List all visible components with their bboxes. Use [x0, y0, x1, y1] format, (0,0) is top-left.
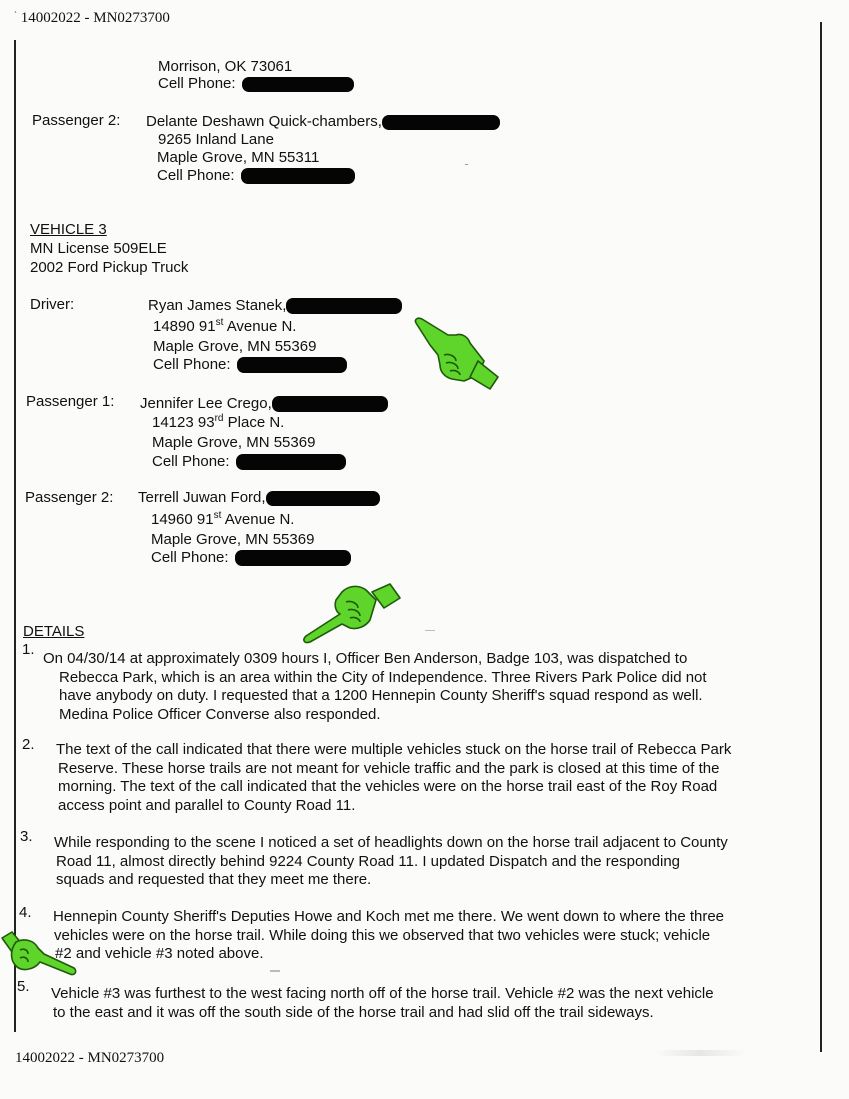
- scan-speck: [425, 630, 435, 631]
- pointing-hand-icon: [412, 315, 502, 390]
- detail-1-number: 1.: [22, 641, 35, 658]
- passenger2-city: Maple Grove, MN 55369: [151, 531, 315, 548]
- redaction: [235, 550, 351, 566]
- detail-3-text: While responding to the scene I noticed a set of headlights down on the horse trail adjacent to County Road 11, almost directly behind 9224 County Road 11. I updated Dispatch and the responding squads and requested that they meet me there.: [54, 834, 728, 888]
- passenger2-cell: Cell Phone:: [151, 549, 351, 567]
- driver-city: Maple Grove, MN 55369: [153, 338, 317, 355]
- detail-5-number: 5.: [17, 978, 30, 995]
- v2-driver-cell: Cell Phone:: [158, 75, 354, 93]
- redaction: [272, 396, 388, 412]
- redaction: [266, 491, 380, 506]
- passenger2-street: 14960 91st Avenue N.: [151, 510, 295, 528]
- passenger1-cell: Cell Phone:: [152, 453, 346, 471]
- passenger1-name: Jennifer Lee Crego,: [140, 395, 388, 413]
- detail-1-text: On 04/30/14 at approximately 0309 hours I, Officer Ben Anderson, Badge 103, was dispatched to Rebecca Park, which is an area within the City of Independence. Three Rivers Park Police did not have anybody on duty. I requested that a 1200 Hennepin County Sheriff's squad respond as well. Medina Police Officer Converse also responded.: [43, 650, 707, 723]
- scan-speck: [655, 1050, 745, 1056]
- driver-name: Ryan James Stanek,: [148, 297, 402, 315]
- redaction: [242, 77, 354, 92]
- redaction: [286, 298, 402, 314]
- passenger1-street: 14123 93rd Place N.: [152, 413, 285, 431]
- redaction: [382, 115, 500, 130]
- redaction: [237, 357, 347, 373]
- vehicle3-heading: VEHICLE 3: [30, 221, 107, 238]
- header-case-id: ` 14002022 - MN0273700: [14, 10, 170, 26]
- scan-speck: [270, 970, 280, 972]
- redaction: [241, 168, 355, 184]
- footer-case-id: 14002022 - MN0273700: [15, 1050, 165, 1066]
- vehicle3-model: 2002 Ford Pickup Truck: [30, 259, 189, 276]
- driver-label: Driver:: [30, 296, 75, 313]
- pointing-hand-icon: [300, 578, 402, 646]
- passenger2-name: Terrell Juwan Ford,: [138, 489, 380, 507]
- v2-driver-city: Morrison, OK 73061: [158, 58, 293, 75]
- driver-street: 14890 91st Avenue N.: [153, 317, 297, 335]
- details-heading: DETAILS: [23, 623, 85, 640]
- detail-4-text: Hennepin County Sheriff's Deputies Howe and Koch met me there. We went down to where the three vehicles were on the horse trail. While doing this we observed that two vehicles were stuck; vehicle #2 and vehicle #3 noted above.: [53, 908, 725, 962]
- vehicle3-license: MN License 509ELE: [30, 240, 167, 257]
- redaction: [236, 454, 346, 470]
- passenger1-label: Passenger 1:: [26, 393, 115, 410]
- detail-2-number: 2.: [22, 736, 35, 753]
- passenger2-label: Passenger 2:: [25, 489, 114, 506]
- detail-3-number: 3.: [20, 828, 33, 845]
- v2-passenger2-city: Maple Grove, MN 55311: [157, 149, 320, 166]
- driver-cell: Cell Phone:: [153, 356, 347, 374]
- header-mark: `: [14, 10, 17, 20]
- detail-5-text: Vehicle #3 was furthest to the west facing north off of the horse trail. Vehicle #2 was the next vehicle to the east and it was off the south side of the horse trail and had slid off the trail sideways.: [51, 985, 714, 1021]
- left-margin-line: [14, 40, 16, 1032]
- detail-4-number: 4.: [19, 904, 32, 921]
- v2-passenger2-street: 9265 Inland Lane: [158, 131, 274, 148]
- v2-passenger2-name: Delante Deshawn Quick-chambers,: [146, 113, 500, 131]
- passenger1-city: Maple Grove, MN 55369: [152, 434, 316, 451]
- right-margin-line: [820, 22, 822, 1052]
- v2-passenger2-cell: Cell Phone:: [157, 167, 355, 185]
- pointing-hand-icon: [0, 930, 78, 978]
- detail-2-text: The text of the call indicated that there were multiple vehicles stuck on the horse trail of Rebecca Park Reserve. These horse trails are not meant for vehicle traffic and the park is closed at this time of the morning. The text of the call indicated that the vehicles were on the horse trail east of the Roy Road access point and parallel to County Road 11.: [56, 741, 732, 814]
- v2-passenger2-label: Passenger 2:: [32, 112, 121, 129]
- scan-speck: [465, 164, 468, 165]
